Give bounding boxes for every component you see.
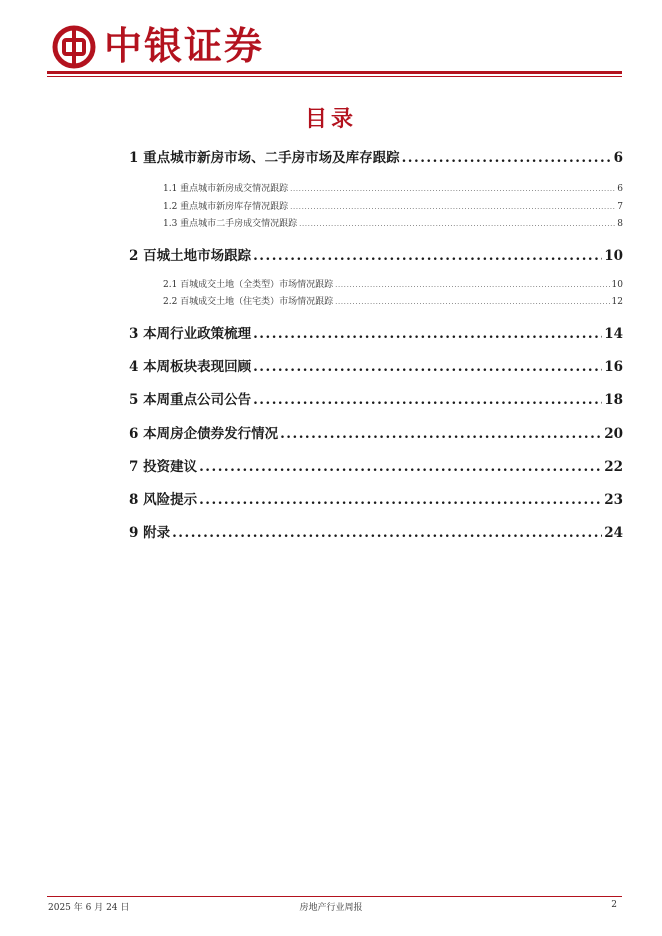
dot-leader xyxy=(199,459,602,475)
dot-leader xyxy=(290,186,615,193)
dot-leader xyxy=(199,492,602,508)
dot-leader xyxy=(253,392,602,408)
toc-entry-label: 2 百城土地市场跟踪 xyxy=(129,248,252,264)
dot-leader xyxy=(253,359,602,375)
toc-entry-6[interactable] xyxy=(129,422,623,442)
toc-entry-page: 18 xyxy=(604,392,623,408)
toc-entry-page: 16 xyxy=(604,359,623,375)
dot-leader xyxy=(280,426,602,442)
dot-leader xyxy=(335,299,609,306)
dot-leader xyxy=(253,326,602,342)
footer-report-name: 房地产行业周报 xyxy=(299,903,363,913)
toc-entry-label: 6 本周房企债券发行情况 xyxy=(129,426,279,442)
toc-entry-page: 6 xyxy=(613,150,623,166)
dot-leader xyxy=(290,204,615,211)
toc-entry-4[interactable] xyxy=(129,355,623,375)
toc-entry-1-3[interactable] xyxy=(129,216,623,230)
toc-entry-label: 3 本周行业政策梳理 xyxy=(129,326,252,342)
toc-entry-page: 24 xyxy=(604,525,623,541)
toc-entry-1-2[interactable] xyxy=(129,199,623,213)
toc-entry-page: 23 xyxy=(604,492,623,508)
toc-entry-page: 14 xyxy=(604,326,623,342)
toc-entry-label: 5 本周重点公司公告 xyxy=(129,392,252,408)
toc-entry-page: 22 xyxy=(604,459,623,475)
toc-entry-label: 1.3 重点城市二手房成交情况跟踪 xyxy=(163,219,298,229)
toc-entry-page: 10 xyxy=(611,280,623,290)
toc-entry-7[interactable] xyxy=(129,455,623,475)
toc-entry-1-1[interactable] xyxy=(129,181,623,195)
toc-entry-label: 1 重点城市新房市场、二手房市场及库存跟踪 xyxy=(129,150,400,166)
toc-entry-3[interactable] xyxy=(129,322,623,342)
toc-entry-label: 9 附录 xyxy=(129,525,171,541)
toc-entry-page: 20 xyxy=(604,426,623,442)
dot-leader xyxy=(172,525,602,541)
toc-title: 目录 xyxy=(304,106,357,132)
footer-divider xyxy=(47,896,622,897)
toc-entry-2-2[interactable] xyxy=(129,294,623,308)
toc-entry-2[interactable] xyxy=(129,244,623,264)
toc-entry-label: 4 本周板块表现回顾 xyxy=(129,359,252,375)
toc-entry-page: 7 xyxy=(617,202,623,212)
toc-entry-2-1[interactable] xyxy=(129,277,623,291)
toc-entry-8[interactable] xyxy=(129,488,623,508)
toc-entry-page: 8 xyxy=(617,219,623,229)
dot-leader xyxy=(335,282,609,289)
toc-entry-label: 1.2 重点城市新房库存情况跟踪 xyxy=(163,202,289,212)
header-divider xyxy=(47,71,622,74)
page-header xyxy=(0,0,662,80)
toc-entry-label: 7 投资建议 xyxy=(129,459,198,475)
footer-date: 2025 年 6 月 24 日 xyxy=(48,903,130,913)
toc-entry-label: 1.1 重点城市新房成交情况跟踪 xyxy=(163,184,289,194)
toc-entry-page: 6 xyxy=(617,184,623,194)
toc-entry-label: 8 风险提示 xyxy=(129,492,198,508)
toc-entry-label: 2.2 百城成交土地（住宅类）市场情况跟踪 xyxy=(163,297,334,307)
brand-name: 中银证券 xyxy=(104,23,265,68)
toc-entry-9[interactable] xyxy=(129,521,623,541)
dot-leader xyxy=(253,248,602,264)
toc-entry-label: 2.1 百城成交土地（全类型）市场情况跟踪 xyxy=(163,280,334,290)
dot-leader xyxy=(299,221,615,228)
bank-of-china-logo-icon xyxy=(52,25,96,69)
footer-page-number: 2 xyxy=(611,900,617,910)
toc-entry-5[interactable] xyxy=(129,388,623,408)
header-divider-thin xyxy=(47,76,622,77)
toc-entry-page: 12 xyxy=(611,297,623,307)
toc-entry-page: 10 xyxy=(604,248,623,264)
dot-leader xyxy=(402,150,612,166)
toc-entry-1[interactable] xyxy=(129,146,623,166)
